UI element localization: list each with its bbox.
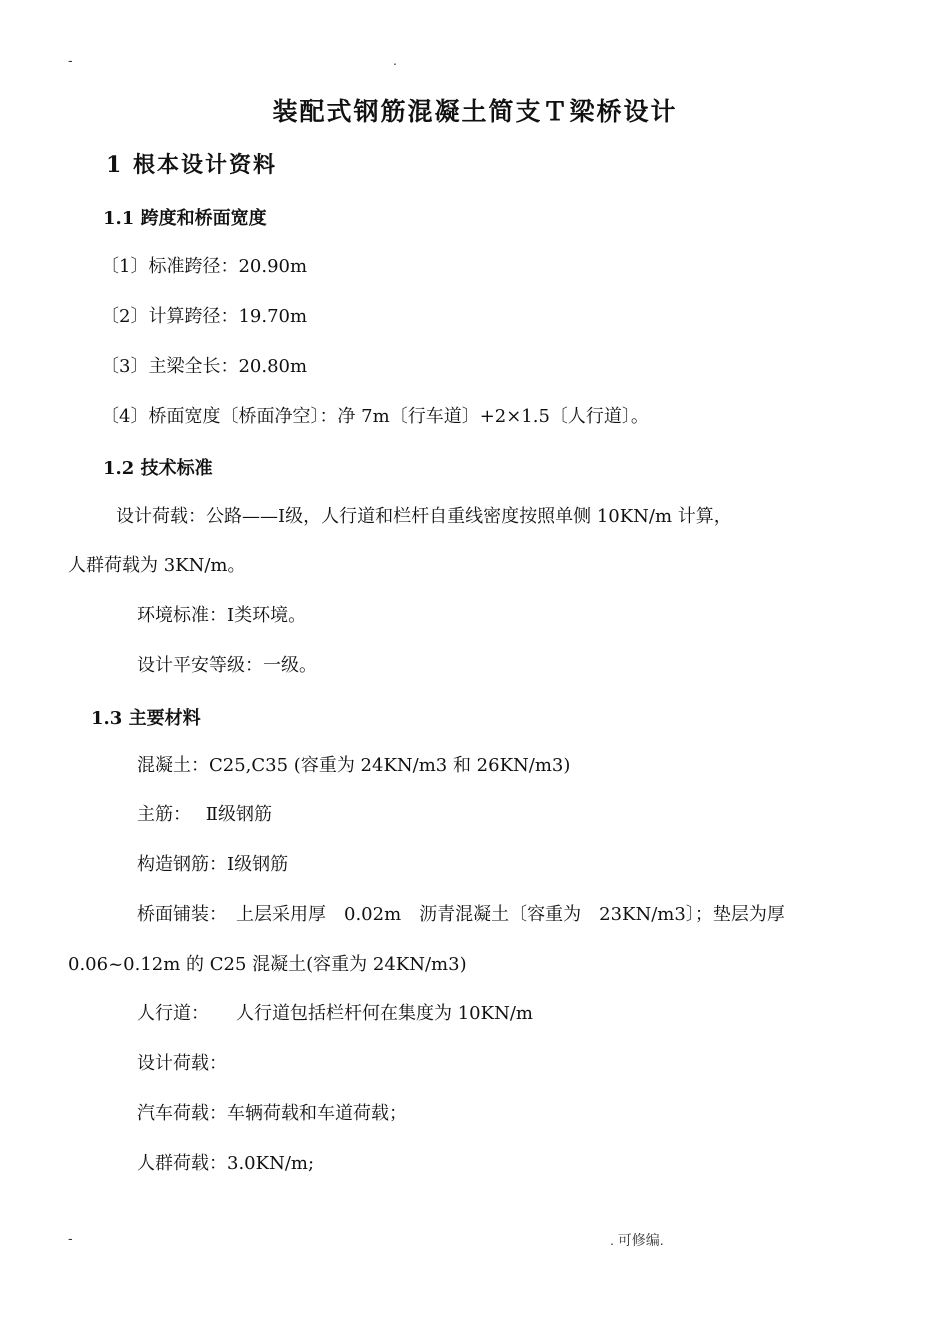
span-standard-item: 〔1〕标准跨径：20.90m	[101, 256, 308, 277]
header-center-mark: .	[393, 52, 397, 68]
document-title: 装配式钢筋混凝土简支Ｔ梁桥设计	[272, 97, 678, 126]
deck-pavement-line-2: 0.06~0.12m 的 C25 混凝土(容重为 24KN/m3)	[68, 954, 467, 975]
deck-width-item: 〔4〕桥面宽度〔桥面净空〕：净 7m〔行车道〕+2×1.5〔人行道〕。	[101, 406, 649, 427]
concrete-material: 混凝土：C25,C35 (容重为 24KN/m3 和 26KN/m3)	[137, 755, 571, 776]
design-load-label: 设计荷载：	[137, 1053, 227, 1074]
section-1-2-heading: 1.2 技术标准	[103, 458, 213, 479]
safety-level: 设计平安等级：一级。	[137, 655, 317, 676]
design-load-line-1: 设计荷载：公路——Ⅰ级，人行道和栏杆自重线密度按照单侧 10KN/m 计算，	[116, 506, 732, 527]
section-1-1-heading: 1.1 跨度和桥面宽度	[103, 208, 267, 229]
main-rebar: 主筋： Ⅱ级钢筋	[137, 804, 272, 825]
deck-pavement-line-1: 桥面铺装： 上层采用厚 0.02m 沥青混凝土〔容重为 23KN/m3〕；垫层为厚	[137, 904, 785, 925]
structural-rebar: 构造钢筋：Ⅰ级钢筋	[137, 854, 289, 875]
design-load-line-2: 人群荷载为 3KN/m。	[68, 555, 246, 576]
sidewalk-load: 人行道： 人行道包括栏杆何在集度为 10KN/m	[137, 1003, 533, 1024]
header-left-mark: -	[68, 52, 73, 68]
span-calc-item: 〔2〕计算跨径：19.70m	[101, 306, 308, 327]
footer-left-mark: -	[68, 1230, 73, 1246]
vehicle-load: 汽车荷载：车辆荷载和车道荷载；	[137, 1103, 407, 1124]
environment-standard: 环境标准：Ⅰ类环境。	[137, 605, 307, 626]
footer-right-note: . 可修编.	[610, 1232, 664, 1248]
section-1-3-heading: 1.3 主要材料	[91, 708, 201, 729]
section-1-heading: 1 根本设计资料	[106, 152, 277, 178]
beam-length-item: 〔3〕主梁全长：20.80m	[101, 356, 308, 377]
crowd-load: 人群荷载：3.0KN/m;	[137, 1153, 315, 1174]
